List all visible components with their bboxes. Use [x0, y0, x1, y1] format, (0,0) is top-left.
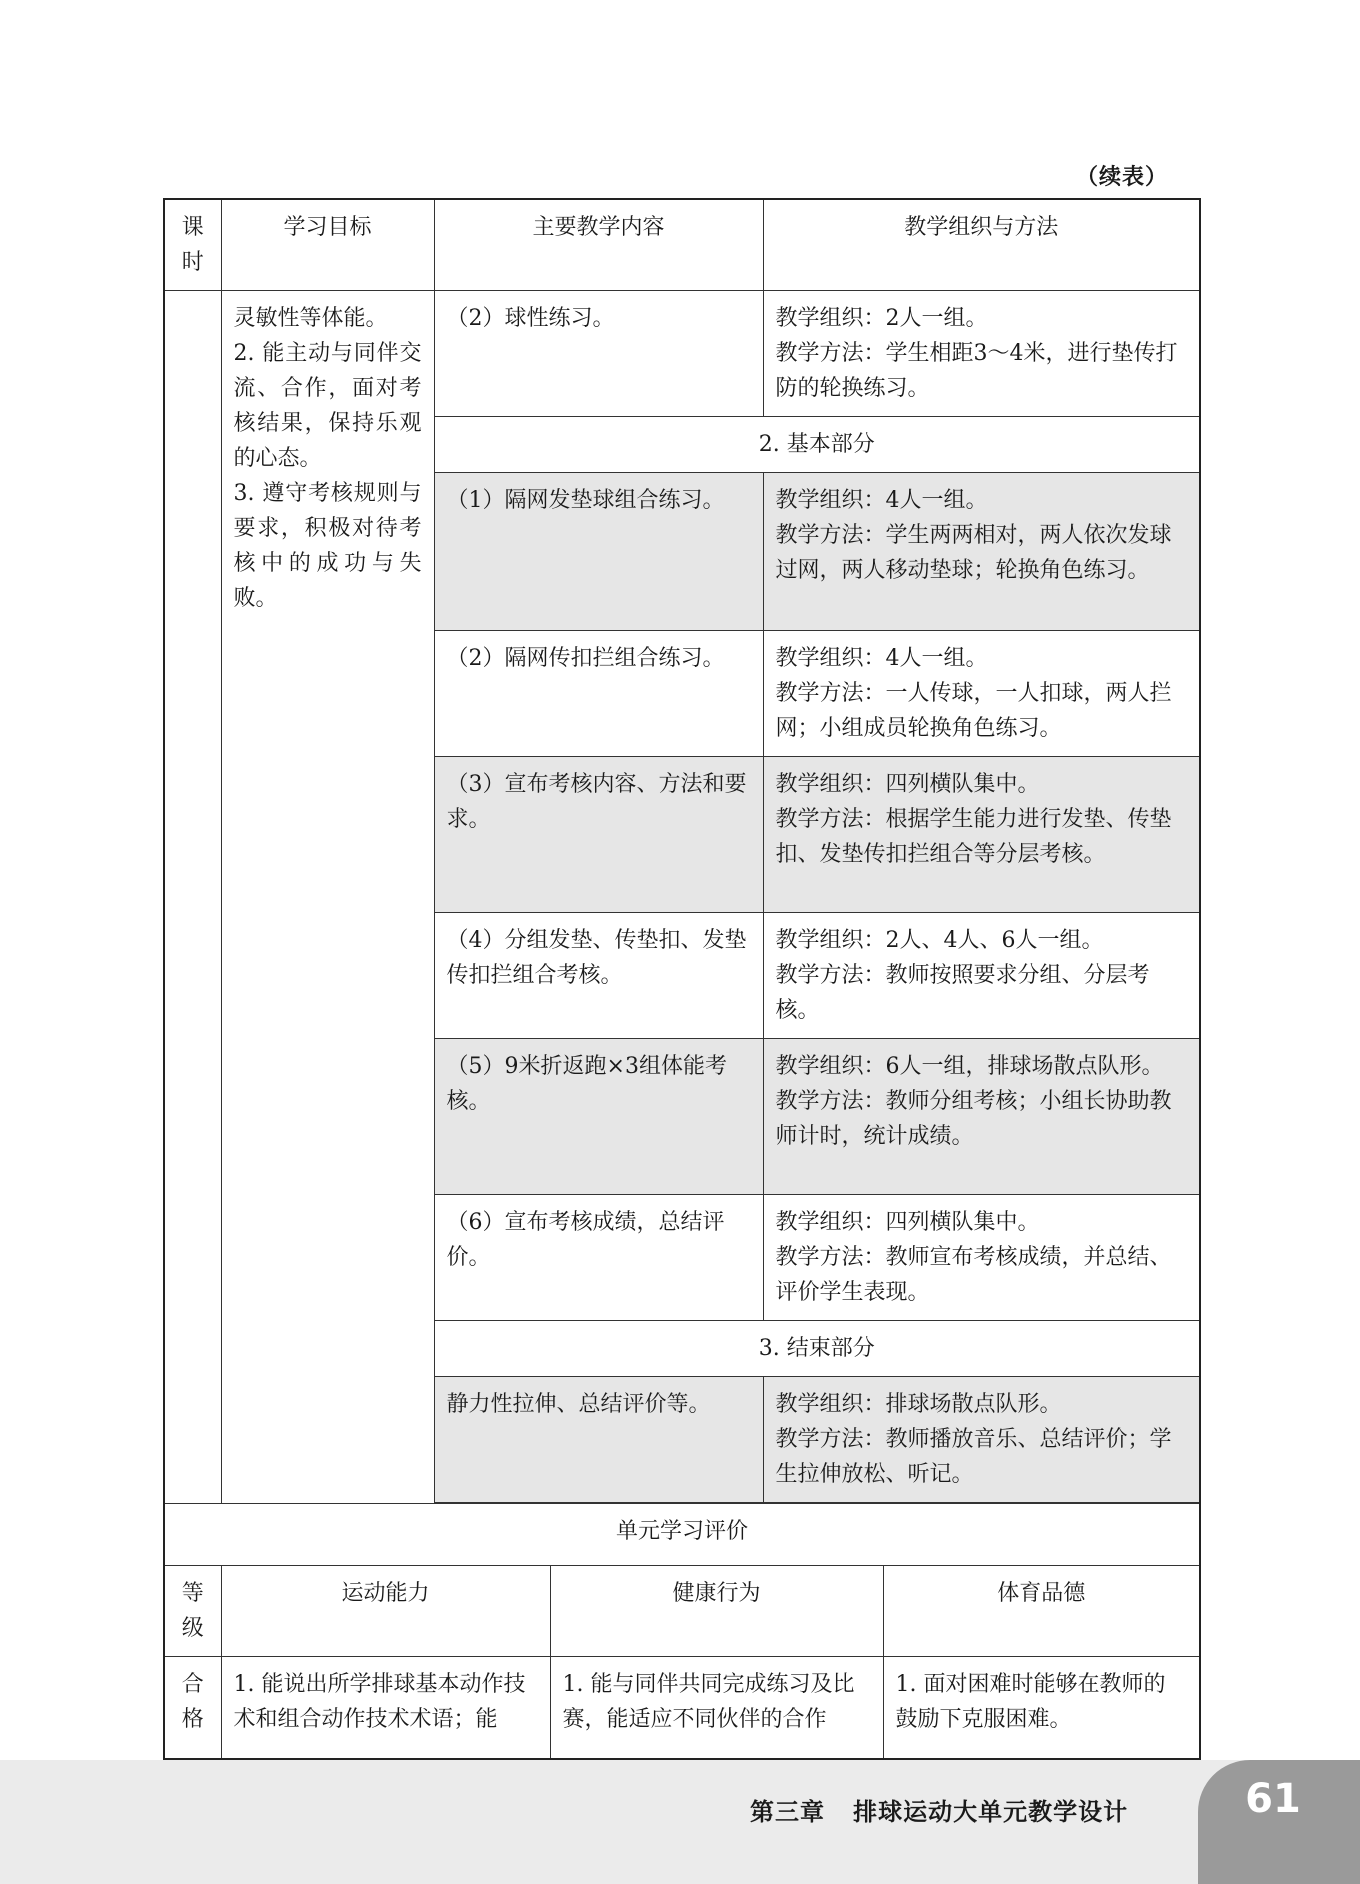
table-row — [164, 291, 1200, 417]
method-cell — [763, 1195, 1200, 1321]
method-approach: 教学方法：根据学生能力进行发垫、传垫扣、发垫传扣拦组合等分层考核。 — [775, 807, 1172, 867]
content-cell: （1）隔网发垫球组合练习。 — [434, 473, 763, 631]
footer-chapter: 第三章 — [750, 1798, 825, 1826]
content-cell: （2）隔网传扣拦组合练习。 — [434, 631, 763, 757]
content-cell: （2）球性练习。 — [434, 291, 763, 417]
method-organization: 教学组织：2人、4人、6人一组。 — [775, 928, 1104, 953]
evaluation-level: 合格 — [164, 1657, 221, 1759]
header-lesson: 课时 — [164, 199, 221, 291]
method-organization: 教学组织：四列横队集中。 — [775, 772, 1040, 797]
method-organization: 教学组织：4人一组。 — [775, 646, 988, 671]
method-cell — [763, 631, 1200, 757]
evaluation-ability: 1. 能说出所学排球基本动作技术和组合动作技术术语；能 — [221, 1657, 550, 1759]
method-approach: 教学方法：学生相距3～4米，进行垫传打防的轮换练习。 — [775, 341, 1178, 401]
header-goals: 学习目标 — [221, 199, 434, 291]
evaluation-header-morality: 体育品德 — [883, 1566, 1200, 1657]
content-cell: 静力性拉伸、总结评价等。 — [434, 1377, 763, 1503]
continuation-label: （续表） — [1075, 165, 1168, 190]
method-approach: 教学方法：一人传球，一人扣球，两人拦网；小组成员轮换角色练习。 — [775, 681, 1172, 741]
header-row — [164, 199, 1200, 291]
evaluation-morality: 1. 面对困难时能够在教师的鼓励下克服困难。 — [883, 1657, 1200, 1759]
goal-item: 2. 能主动与同伴交流、合作，面对考核结果，保持乐观的心态。 — [233, 341, 422, 471]
method-approach: 教学方法：教师播放音乐、总结评价；学生拉伸放松、听记。 — [775, 1427, 1172, 1487]
content-cell: （3）宣布考核内容、方法和要求。 — [434, 757, 763, 913]
method-cell — [763, 1039, 1200, 1195]
method-approach: 教学方法：教师宣布考核成绩，并总结、评价学生表现。 — [775, 1245, 1172, 1305]
goal-item: 灵敏性等体能。 — [233, 306, 388, 331]
evaluation-title: 单元学习评价 — [164, 1504, 1200, 1566]
lesson-cell — [164, 291, 221, 1504]
content-cell: （5）9米折返跑×3组体能考核。 — [434, 1039, 763, 1195]
footer-title: 排球运动大单元教学设计 — [853, 1798, 1129, 1826]
method-organization: 教学组织：排球场散点队形。 — [775, 1392, 1062, 1417]
evaluation-header-ability: 运动能力 — [221, 1566, 550, 1657]
method-organization: 教学组织：四列横队集中。 — [775, 1210, 1040, 1235]
method-cell — [763, 291, 1200, 417]
method-organization: 教学组织：6人一组，排球场散点队形。 — [775, 1054, 1164, 1079]
page-number: 61 — [1245, 1776, 1301, 1822]
method-organization: 教学组织：2人一组。 — [775, 306, 988, 331]
method-cell — [763, 913, 1200, 1039]
method-cell — [763, 1377, 1200, 1503]
method-approach: 教学方法：教师分组考核；小组长协助教师计时，统计成绩。 — [775, 1089, 1172, 1149]
goal-item: 3. 遵守考核规则与要求，积极对待考核中的成功与失败。 — [233, 481, 422, 611]
method-approach: 教学方法：教师按照要求分组、分层考核。 — [775, 963, 1150, 1023]
method-approach: 教学方法：学生两两相对，两人依次发球过网，两人移动垫球；轮换角色练习。 — [775, 523, 1172, 583]
evaluation-title-row — [164, 1504, 1200, 1566]
method-cell — [763, 473, 1200, 631]
lesson-plan-table — [163, 198, 1201, 1760]
header-content: 主要教学内容 — [434, 199, 763, 291]
section-basic: 2. 基本部分 — [434, 417, 1200, 473]
goals-cell — [221, 291, 434, 1504]
content-cell: （6）宣布考核成绩，总结评价。 — [434, 1195, 763, 1321]
content-cell: （4）分组发垫、传垫扣、发垫传扣拦组合考核。 — [434, 913, 763, 1039]
evaluation-header-health: 健康行为 — [550, 1566, 883, 1657]
method-organization: 教学组织：4人一组。 — [775, 488, 988, 513]
evaluation-header-level: 等级 — [164, 1566, 221, 1657]
evaluation-health: 1. 能与同伴共同完成练习及比赛，能适应不同伙伴的合作 — [550, 1657, 883, 1759]
method-cell — [763, 757, 1200, 913]
header-method: 教学组织与方法 — [763, 199, 1200, 291]
footer-chapter-title — [750, 1792, 1128, 1827]
section-end: 3. 结束部分 — [434, 1321, 1200, 1377]
evaluation-row — [164, 1657, 1200, 1759]
footer-band — [0, 1760, 1360, 1884]
evaluation-header-row — [164, 1566, 1200, 1657]
